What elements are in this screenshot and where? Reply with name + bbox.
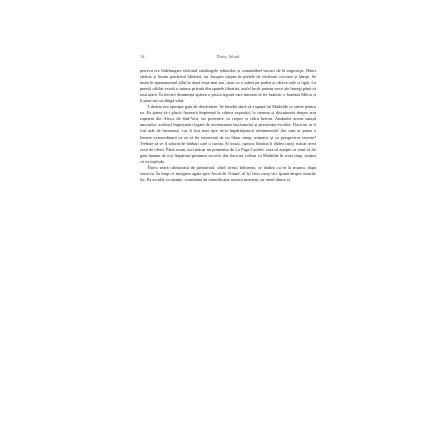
- running-head: Daisy Wood: [216, 54, 240, 59]
- paragraph: Librăria era aproape gata de deschidere. Se întrebă dacă să-i spună lui Mathilde ce simte pentru ea. Ea părea să-i placă; fuseseră împreună la câteva expoziții, la cinema și discutaseră despre arta rupestră din Africa de Sud-Vest, iar povestire cu crepes și cidru breton. Amândoi aveau simțul umorului, aceleași împrejurări legate de ascensiunea fascismului și persecuția evreilor. Dacă nu ar fi fost atât de frumoasă, i-ar fi fost mai ușor să-și împărtășească sentimentele, dar cum ar putea o femeie extraordinară ca ea să fie interesată de un librar miop, astmatic și cu perspective incerte? Trebuie să se fi săturat de bărbați care o curtau. Și totuși, cumva, librăria îi dădea curaj: măcar avea ceva de oferit. Până acum, nici măcar nu pomenise de La Page Cachée, voia să aștepte ca totul să fie gata înainte de a-și împărtăși pasiunea secretă, dar dacă nu vorbea cu Mathilde în scurt timp, simțea că va exploda.: [140, 104, 316, 164]
- page-number: 14: [140, 54, 145, 59]
- paragraph: Într-o seară călduroasă de primăvară, când cireșii înfloreau, se întâlni cu ea la muzeu, după serviciu. În timp ce mergeau agale spre Arcul de Triumf, el își făcu curaj să-i spună despre visurile lui. Ea ascultă cu atenție, constientă de semnificația acestui moment, iar aerul dintre ei: [140, 164, 316, 182]
- paragraph: petrecu ore îndelungate răsfoind cataloagele editorilor și comandând stocuri de la angrosişti. Henri șlefuia și lăcuia parchetul librăriei, iar Jacques cârpea în pielele de vechituri covoare și lămpi. Se mută în apartamentul aflat la două etaje mai sus, doar cu o saltea pe podea și câteva oale și tigăi. La pereții căldiri există o intrare privată din spatele librăriei, astfel încât puteau trece ale întregi până să iasă afară. În fiecare dimineață apărea o pisică tigrată care mieuna să fie hrănită; o botează Milou și îi puse un coș lângă sobă.: [140, 68, 316, 104]
- body-text: [140, 68, 316, 183]
